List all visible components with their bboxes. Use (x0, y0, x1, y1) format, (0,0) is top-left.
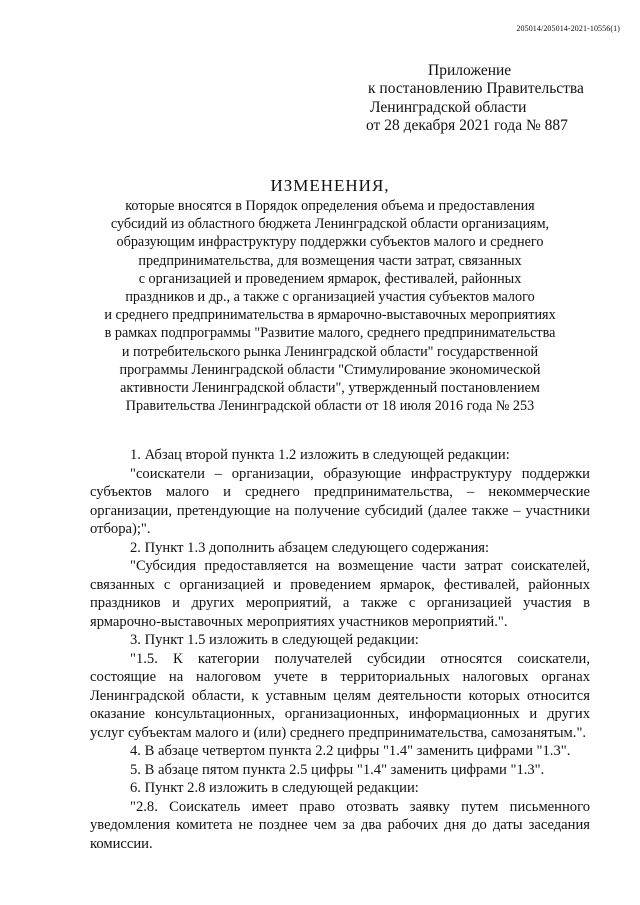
appendix-line: Приложение (428, 62, 512, 79)
body-paragraph: 2. Пункт 1.3 дополнить абзацем следующего содержания: (130, 539, 490, 556)
body-paragraph: 4. В абзаце четвертом пункта 2.2 цифры "1.4" заменить цифрами "1.3". (130, 743, 571, 759)
body-paragraph: 3. Пункт 1.5 изложить в следующей редакции: (130, 632, 419, 648)
body-paragraph: 6. Пункт 2.8 изложить в следующей редакции: (130, 780, 419, 796)
appendix-line: Ленинградской области (370, 98, 527, 116)
subtitle-line: образующим инфраструктуру поддержки субъектов малого и среднего (116, 234, 544, 251)
subtitle-line: и потребительского рынка Ленинградской области" государственной (121, 343, 539, 360)
appendix-line: к постановлению Правительства (368, 80, 584, 98)
subtitle-line: программы Ленинградской области "Стимулирование экономической (119, 361, 541, 378)
subtitle-line: активности Ленинградской области", утвержденный постановлением (120, 380, 540, 397)
body-paragraph: 5. В абзаце пятом пункта 2.5 цифры "1.4" заменить цифрами "1.3". (130, 761, 545, 778)
body-paragraph: "1.5. К категории получателей субсидии относятся соискатели, состоящие на налоговом учете в территориальных налоговых органах Ленинградской области, к уставным целям деятельности которых относится оказание консультационных, организационных, информационных и других услуг субъектам малого и (или) среднего предпринимательства, самозанятым.". (90, 650, 590, 741)
body-paragraph: "2.8. Соискатель имеет право отозвать заявку путем письменного уведомления комитета не позднее чем за два рабочих дня до даты заседания комиссии. (90, 798, 590, 852)
document-subtitle (80, 197, 580, 415)
subtitle-line: предпринимательства, для возмещения части затрат, связанных (138, 252, 522, 269)
body-paragraph: 1. Абзац второй пункта 1.2 изложить в следующей редакции: (130, 447, 510, 463)
document-body (90, 446, 590, 853)
subtitle-line: и среднего предпринимательства в ярмарочно-выставочных мероприятиях (104, 307, 556, 324)
subtitle-line: Правительства Ленинградской области от 18 июля 2016 года № 253 (125, 398, 535, 415)
subtitle-line: субсидий из областного бюджета Ленинградской области организациям, (110, 216, 550, 233)
document-title: ИЗМЕНЕНИЯ, (270, 176, 390, 195)
body-paragraph: "соискатели – организации, образующие инфраструктуру поддержки субъектов малого и среднего предпринимательства, – некоммерческие организации, претендующие на получение субсидий (далее также – участники отбора);". (90, 465, 590, 537)
subtitle-line: с организацией и проведением ярмарок, фестивалей, районных (138, 270, 522, 287)
subtitle-line: праздников и др., а также с организацией участия субъектов малого (125, 289, 535, 306)
subtitle-line: в рамках подпрограммы "Развитие малого, среднего предпринимательства (104, 325, 556, 342)
appendix-line: от 28 декабря 2021 года № 887 (366, 117, 568, 135)
document-registration-number: 205014/205014-2021-10556(1) (516, 24, 620, 33)
subtitle-line: которые вносятся в Порядок определения объема и предоставления (125, 198, 535, 214)
document-heading (80, 176, 580, 415)
appendix-header (366, 62, 626, 136)
body-paragraph: "Субсидия предоставляется на возмещение части затрат соискателей, связанных с организацией и проведением ярмарок, фестивалей, районных праздников и других мероприятий, а также с организацией участия в ярмарочно-выставочных мероприятиях участников мероприятий.". (90, 558, 590, 630)
